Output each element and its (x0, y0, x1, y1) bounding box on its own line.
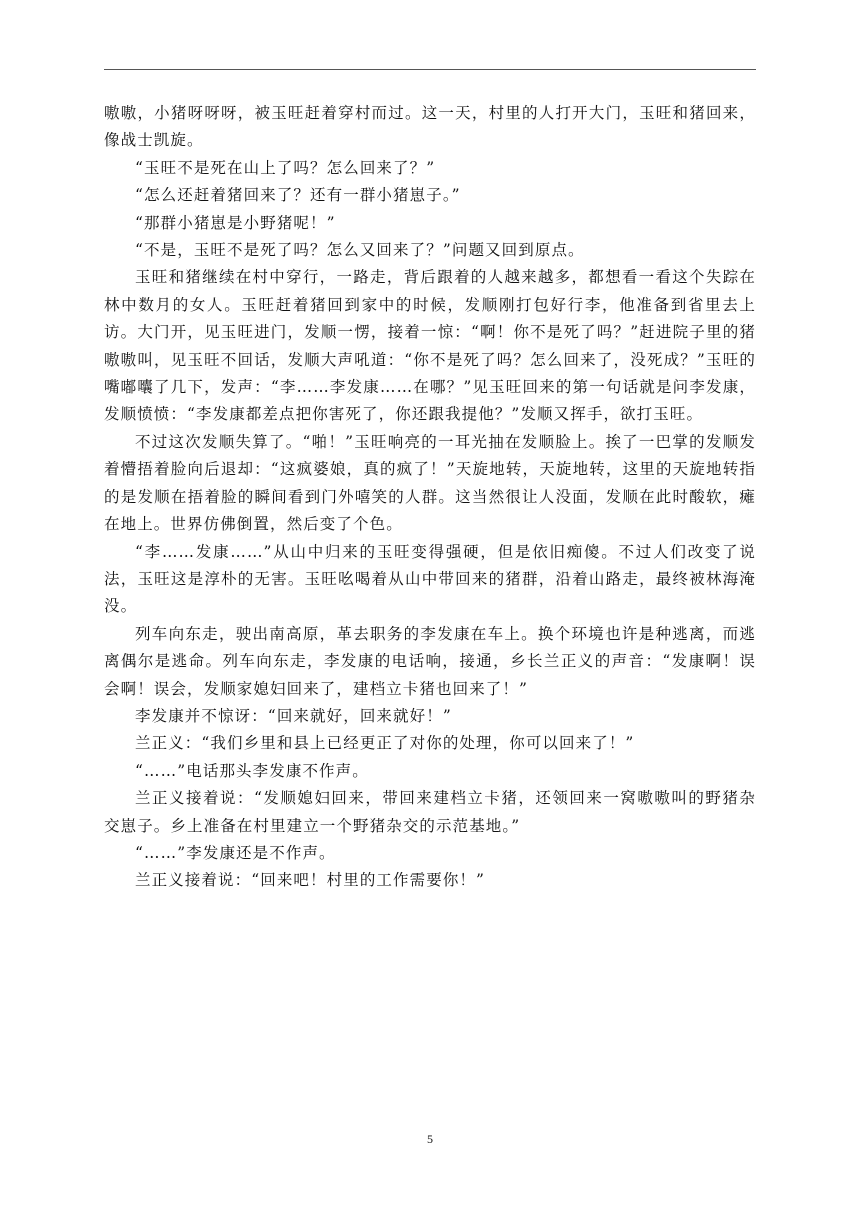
paragraph: 李发康并不惊讶：“回来就好，回来就好！” (135, 706, 452, 725)
page-number: 5 (427, 1132, 433, 1146)
paragraph: “不是，玉旺不是死了吗？怎么又回来了？”问题又回到原点。 (135, 241, 585, 260)
paragraph: “……”李发康还是不作声。 (135, 843, 336, 862)
paragraph: 嗷嗷，小猪呀呀呀，被玉旺赶着穿村而过。这一天，村里的人打开大门，玉旺和猪回来，像战士凯旋。 (104, 104, 756, 150)
paragraph: 兰正义接着说：“回来吧！村里的工作需要你！” (135, 871, 486, 890)
paragraph: “……”电话那头李发康不作声。 (135, 761, 369, 780)
paragraph: 列车向东走，驶出南高原，革去职务的李发康在车上。换个环境也许是种逃离，而逃离偶尔是逃命。列车向东走，李发康的电话响，接通，乡长兰正义的声音：“发康啊！误会啊！误会，发顺家媳妇回来了，建档立卡猪也回来了！” (104, 624, 756, 698)
paragraph: “怎么还赶着猪回来了？还有一群小猪崽子。” (135, 186, 461, 205)
paragraph: “李……发康……”从山中归来的玉旺变得强硬，但是依旧痴傻。不过人们改变了说法，玉旺这是淳朴的无害。玉旺吆喝着从山中带回来的猪群，沿着山路走，最终被林海淹没。 (104, 542, 756, 616)
header-rule (104, 69, 756, 70)
paragraph: “玉旺不是死在山上了吗？怎么回来了？” (135, 158, 436, 177)
paragraph: 不过这次发顺失算了。“啪！”玉旺响亮的一耳光抽在发顺脸上。挨了一巴掌的发顺发着懵捂着脸向后退却：“这疯婆娘，真的疯了！”天旋地转，天旋地转，这里的天旋地转指的是发顺在捂着脸的瞬间看到门外嘻笑的人群。这当然很让人没面，发顺在此时酸软，瘫在地上。世界仿佛倒置，然后变了个色。 (104, 432, 756, 534)
paragraph: 玉旺和猪继续在村中穿行，一路走，背后跟着的人越来越多，都想看一看这个失踪在林中数月的女人。玉旺赶着猪回到家中的时候，发顺刚打包好行李，他准备到省里去上访。大门开，见玉旺进门，发顺一愣，接着一惊：“啊！你不是死了吗？”赶进院子里的猪嗷嗷叫，见玉旺不回话，发顺大声吼道：“你不是死了吗？怎么回来了，没死成？”玉旺的嘴嘟囔了几下，发声：“李……李发康……在哪？”见玉旺回来的第一句话就是问李发康，发顺愤愤：“李发康都差点把你害死了，你还跟我提他？”发顺又挥手，欲打玉旺。 (104, 268, 756, 424)
document-body (104, 100, 756, 895)
paragraph: 兰正义：“我们乡里和县上已经更正了对你的处理，你可以回来了！” (135, 734, 635, 753)
paragraph: 兰正义接着说：“发顺媳妇回来，带回来建档立卡猪，还领回来一窝嗷嗷叫的野猪杂交崽子。乡上准备在村里建立一个野猪杂交的示范基地。” (104, 789, 756, 835)
paragraph: “那群小猪崽是小野猪呢！” (135, 213, 336, 232)
